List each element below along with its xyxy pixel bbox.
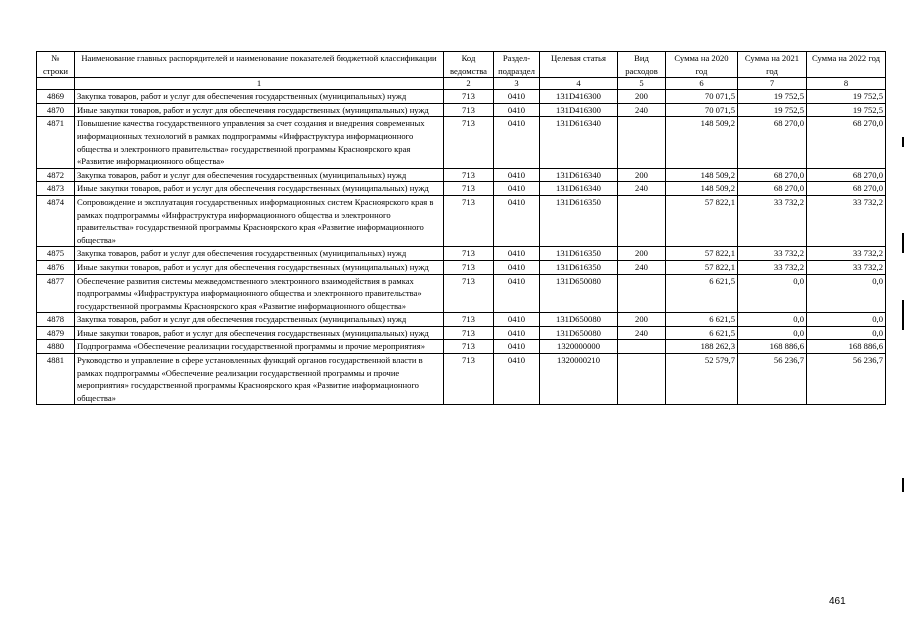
- header-sum-2022: Сумма на 2022 год: [807, 52, 886, 78]
- row-sum-2022: 19 752,5: [807, 103, 886, 117]
- row-kind: 240: [618, 103, 666, 117]
- row-code: 713: [444, 90, 494, 104]
- row-sum-2022: 168 886,6: [807, 340, 886, 354]
- row-code: 713: [444, 326, 494, 340]
- row-kind: 200: [618, 168, 666, 182]
- row-code: 713: [444, 103, 494, 117]
- row-code: 713: [444, 247, 494, 261]
- row-name: Сопровождение и эксплуатация государственных информационных систем Красноярского края в рамках подпрограммы «Инфраструктура информационного общества и электронного правительства» государственной программы Красноярского края «Развитие информационного общества»: [75, 195, 444, 246]
- row-name: Иные закупки товаров, работ и услуг для обеспечения государственных (муниципальных) нужд: [75, 182, 444, 196]
- row-kind: [618, 354, 666, 405]
- budget-table: [36, 51, 886, 405]
- scan-edge-mark: [902, 233, 904, 253]
- row-sum-2020: 6 621,5: [666, 326, 738, 340]
- row-section: 0410: [494, 168, 540, 182]
- row-sum-2021: 19 752,5: [738, 103, 807, 117]
- row-sum-2021: 0,0: [738, 313, 807, 327]
- row-target: 131D616350: [540, 247, 618, 261]
- row-sum-2022: 33 732,2: [807, 247, 886, 261]
- column-number: 3: [494, 78, 540, 90]
- row-name: Закупка товаров, работ и услуг для обеспечения государственных (муниципальных) нужд: [75, 313, 444, 327]
- row-sum-2022: 68 270,0: [807, 168, 886, 182]
- row-kind: [618, 195, 666, 246]
- table-row: [37, 195, 886, 246]
- header-row: [37, 52, 886, 78]
- row-sum-2021: 0,0: [738, 274, 807, 313]
- row-number: 4876: [37, 260, 75, 274]
- table-row: [37, 103, 886, 117]
- scan-edge-mark: [902, 478, 904, 492]
- row-sum-2022: 0,0: [807, 326, 886, 340]
- row-sum-2021: 68 270,0: [738, 182, 807, 196]
- row-code: 713: [444, 313, 494, 327]
- row-target: 131D416300: [540, 103, 618, 117]
- row-number: 4881: [37, 354, 75, 405]
- row-kind: [618, 340, 666, 354]
- column-number: 6: [666, 78, 738, 90]
- row-name: Обеспечение развития системы межведомственного электронного взаимодействия в рамках подпрограммы «Инфраструктура информационного общества и электронного правительства» государственной программы Красноярского края «Развитие информационного общества»: [75, 274, 444, 313]
- row-target: 1320000210: [540, 354, 618, 405]
- row-code: 713: [444, 168, 494, 182]
- row-code: 713: [444, 340, 494, 354]
- row-sum-2020: 6 621,5: [666, 313, 738, 327]
- row-sum-2021: 33 732,2: [738, 260, 807, 274]
- row-target: 131D650080: [540, 326, 618, 340]
- row-section: 0410: [494, 326, 540, 340]
- row-name: Подпрограмма «Обеспечение реализации государственной программы и прочие мероприятия»: [75, 340, 444, 354]
- row-sum-2022: 0,0: [807, 313, 886, 327]
- table-row: [37, 90, 886, 104]
- column-number: 2: [444, 78, 494, 90]
- header-row-no: № строки: [37, 52, 75, 78]
- row-section: 0410: [494, 340, 540, 354]
- header-sum-2020: Сумма на 2020 год: [666, 52, 738, 78]
- table-row: [37, 313, 886, 327]
- row-target: 131D616350: [540, 195, 618, 246]
- column-number: [37, 78, 75, 90]
- row-sum-2020: 148 509,2: [666, 182, 738, 196]
- row-number: 4874: [37, 195, 75, 246]
- row-sum-2021: 68 270,0: [738, 168, 807, 182]
- row-target: 131D616350: [540, 260, 618, 274]
- row-target: 131D650080: [540, 313, 618, 327]
- column-number: 4: [540, 78, 618, 90]
- table-row: [37, 260, 886, 274]
- header-name: Наименование главных распорядителей и наименование показателей бюджетной классификации: [75, 52, 444, 78]
- row-sum-2020: 52 579,7: [666, 354, 738, 405]
- row-kind: 240: [618, 182, 666, 196]
- row-kind: [618, 117, 666, 168]
- row-section: 0410: [494, 117, 540, 168]
- row-number: 4869: [37, 90, 75, 104]
- row-number: 4871: [37, 117, 75, 168]
- row-sum-2021: 19 752,5: [738, 90, 807, 104]
- row-sum-2020: 57 822,1: [666, 247, 738, 261]
- row-kind: 200: [618, 90, 666, 104]
- row-sum-2020: 6 621,5: [666, 274, 738, 313]
- row-sum-2020: 57 822,1: [666, 195, 738, 246]
- row-target: 131D616340: [540, 117, 618, 168]
- row-name: Руководство и управление в сфере установленных функций органов государственной власти в рамках подпрограммы «Обеспечение реализации государственной программы и прочие мероприятия» государственной программы Красноярского края «Развитие информационного общества»: [75, 354, 444, 405]
- row-sum-2020: 70 071,5: [666, 90, 738, 104]
- row-name: Иные закупки товаров, работ и услуг для обеспечения государственных (муниципальных) нужд: [75, 326, 444, 340]
- row-kind: 200: [618, 313, 666, 327]
- row-code: 713: [444, 117, 494, 168]
- table-row: [37, 117, 886, 168]
- row-target: 131D650080: [540, 274, 618, 313]
- row-target: 131D616340: [540, 168, 618, 182]
- row-number: 4877: [37, 274, 75, 313]
- row-sum-2021: 168 886,6: [738, 340, 807, 354]
- row-code: 713: [444, 195, 494, 246]
- header-code: Код ведомства: [444, 52, 494, 78]
- row-name: Закупка товаров, работ и услуг для обеспечения государственных (муниципальных) нужд: [75, 90, 444, 104]
- row-sum-2020: 148 509,2: [666, 117, 738, 168]
- scan-edge-mark: [902, 300, 904, 330]
- row-code: 713: [444, 182, 494, 196]
- row-section: 0410: [494, 182, 540, 196]
- row-section: 0410: [494, 354, 540, 405]
- row-kind: 240: [618, 326, 666, 340]
- row-name: Закупка товаров, работ и услуг для обеспечения государственных (муниципальных) нужд: [75, 168, 444, 182]
- row-number: 4872: [37, 168, 75, 182]
- row-kind: 200: [618, 247, 666, 261]
- page-number: 461: [829, 596, 846, 607]
- row-number: 4875: [37, 247, 75, 261]
- row-number: 4870: [37, 103, 75, 117]
- row-sum-2022: 33 732,2: [807, 260, 886, 274]
- column-number: 1: [75, 78, 444, 90]
- row-number: 4873: [37, 182, 75, 196]
- column-number-row: [37, 78, 886, 90]
- row-sum-2021: 0,0: [738, 326, 807, 340]
- row-sum-2021: 68 270,0: [738, 117, 807, 168]
- table-row: [37, 168, 886, 182]
- header-kind: Вид расходов: [618, 52, 666, 78]
- row-name: Иные закупки товаров, работ и услуг для обеспечения государственных (муниципальных) нужд: [75, 103, 444, 117]
- row-section: 0410: [494, 274, 540, 313]
- table-body: [37, 90, 886, 405]
- row-sum-2020: 148 509,2: [666, 168, 738, 182]
- row-section: 0410: [494, 313, 540, 327]
- header-section: Раздел-подраздел: [494, 52, 540, 78]
- row-target: 131D616340: [540, 182, 618, 196]
- row-sum-2022: 0,0: [807, 274, 886, 313]
- row-kind: 240: [618, 260, 666, 274]
- row-section: 0410: [494, 195, 540, 246]
- row-section: 0410: [494, 260, 540, 274]
- header-target: Целевая статья: [540, 52, 618, 78]
- row-code: 713: [444, 260, 494, 274]
- row-target: 1320000000: [540, 340, 618, 354]
- column-number: 5: [618, 78, 666, 90]
- row-section: 0410: [494, 90, 540, 104]
- table-row: [37, 326, 886, 340]
- scan-edge-mark: [902, 137, 904, 147]
- row-sum-2022: 33 732,2: [807, 195, 886, 246]
- row-sum-2022: 19 752,5: [807, 90, 886, 104]
- row-name: Повышение качества государственного управления за счет создания и внедрения современных информационных технологий в рамках подпрограммы «Инфраструктура информационного общества и электронного правительства» государственной программы Красноярского края «Развитие информационного общества»: [75, 117, 444, 168]
- row-name: Иные закупки товаров, работ и услуг для обеспечения государственных (муниципальных) нужд: [75, 260, 444, 274]
- table-row: [37, 247, 886, 261]
- row-sum-2022: 68 270,0: [807, 117, 886, 168]
- row-number: 4878: [37, 313, 75, 327]
- row-section: 0410: [494, 103, 540, 117]
- row-number: 4879: [37, 326, 75, 340]
- row-section: 0410: [494, 247, 540, 261]
- table-row: [37, 182, 886, 196]
- row-number: 4880: [37, 340, 75, 354]
- table-row: [37, 274, 886, 313]
- row-sum-2021: 33 732,2: [738, 247, 807, 261]
- row-kind: [618, 274, 666, 313]
- row-name: Закупка товаров, работ и услуг для обеспечения государственных (муниципальных) нужд: [75, 247, 444, 261]
- row-code: 713: [444, 274, 494, 313]
- row-target: 131D416300: [540, 90, 618, 104]
- column-number: 7: [738, 78, 807, 90]
- row-code: 713: [444, 354, 494, 405]
- row-sum-2021: 56 236,7: [738, 354, 807, 405]
- row-sum-2020: 188 262,3: [666, 340, 738, 354]
- table-row: [37, 340, 886, 354]
- header-sum-2021: Сумма на 2021 год: [738, 52, 807, 78]
- table-row: [37, 354, 886, 405]
- column-number: 8: [807, 78, 886, 90]
- row-sum-2020: 70 071,5: [666, 103, 738, 117]
- row-sum-2022: 56 236,7: [807, 354, 886, 405]
- row-sum-2021: 33 732,2: [738, 195, 807, 246]
- row-sum-2020: 57 822,1: [666, 260, 738, 274]
- row-sum-2022: 68 270,0: [807, 182, 886, 196]
